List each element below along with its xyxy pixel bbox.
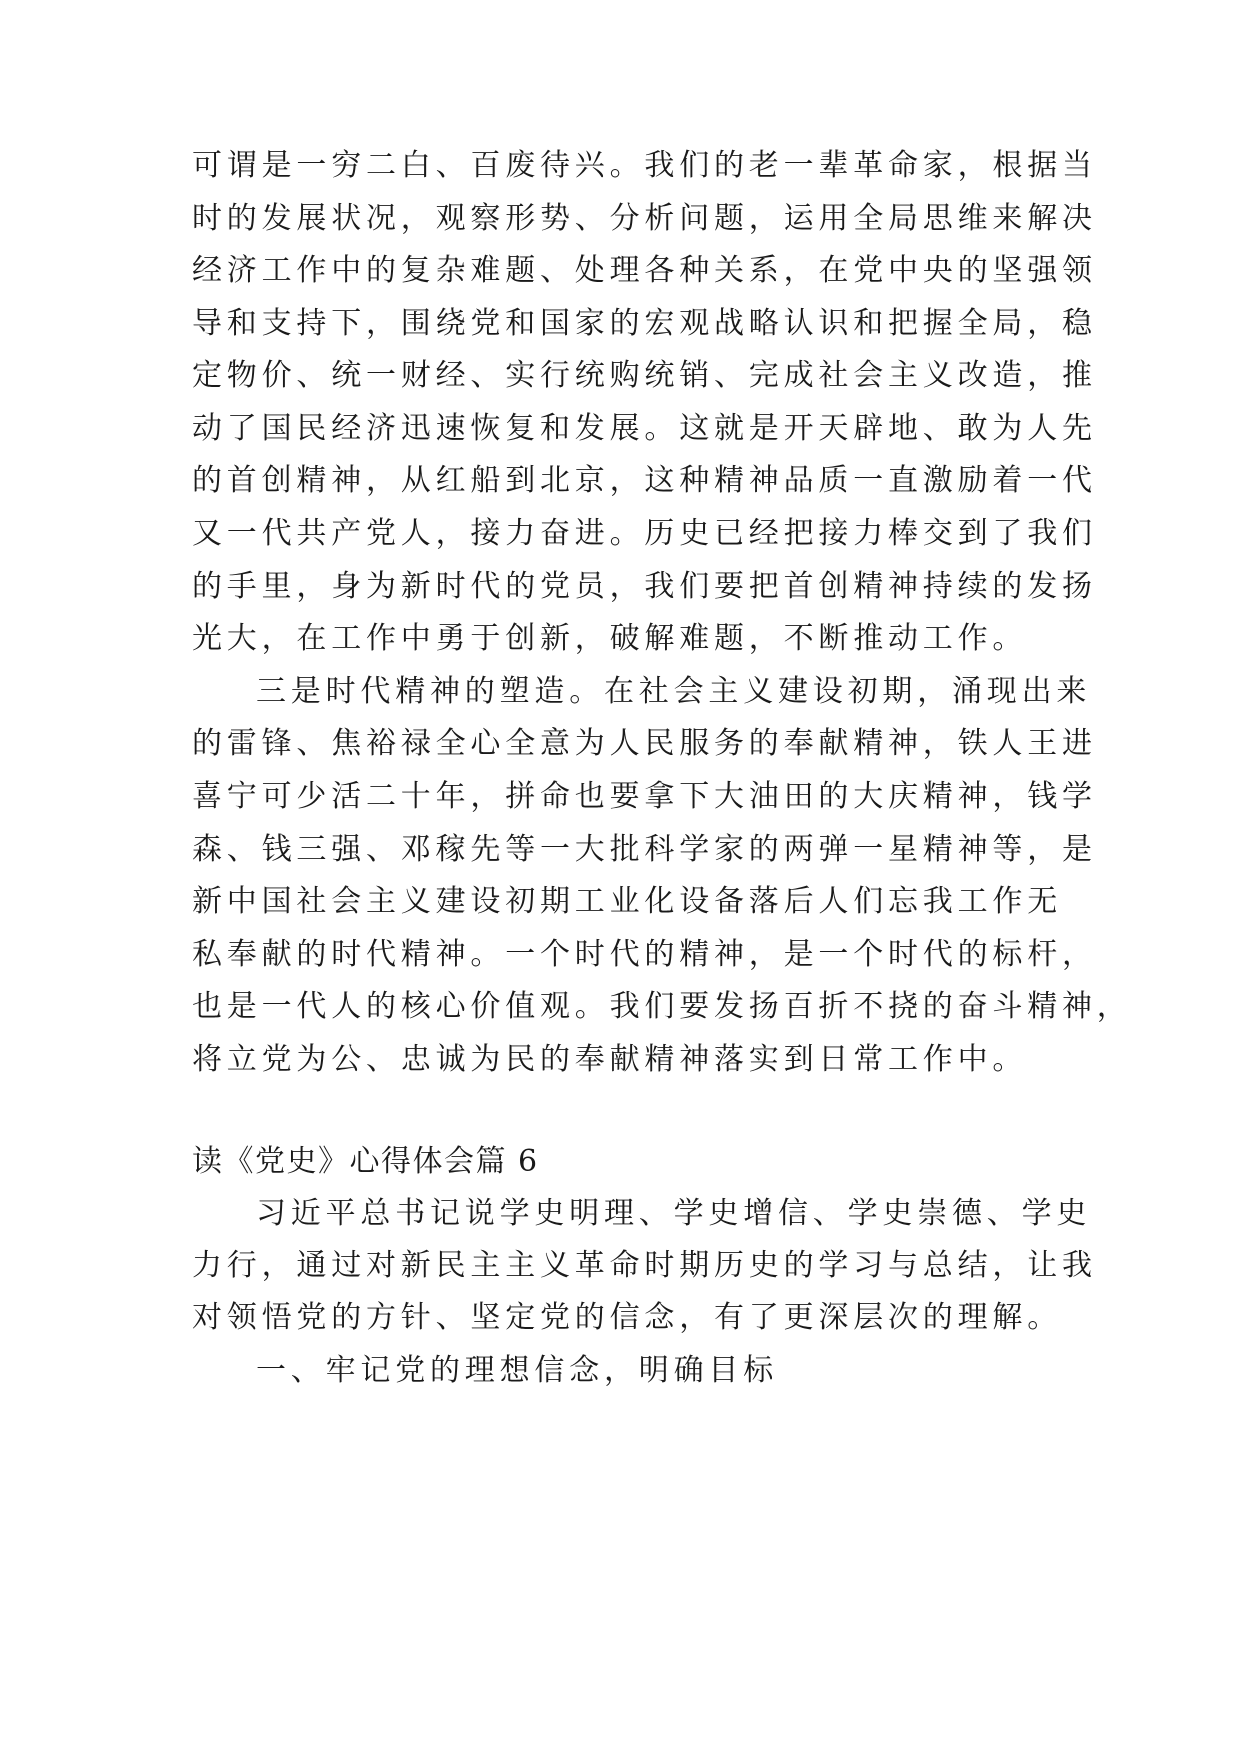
paragraph-line: 经济工作中的复杂难题、处理各种关系，在党中央的坚强领 xyxy=(192,253,1097,288)
paragraph-line: 动了国民经济迅速恢复和发展。这就是开天辟地、敢为人先 xyxy=(192,411,1097,446)
paragraph-line: 导和支持下，围绕党和国家的宏观战略认识和把握全局，稳 xyxy=(192,306,1097,341)
paragraph-line: 的手里，身为新时代的党员，我们要把首创精神持续的发扬 xyxy=(192,569,1097,604)
paragraph-line: 对领悟党的方针、坚定党的信念，有了更深层次的理解。 xyxy=(192,1300,1062,1335)
paragraph-line: 光大，在工作中勇于创新，破解难题，不断推动工作。 xyxy=(192,621,1028,656)
section-heading: 读《党史》心得体会篇 6 xyxy=(192,1144,539,1179)
paragraph-line: 喜宁可少活二十年，拼命也要拿下大油田的大庆精神，钱学 xyxy=(192,779,1097,814)
paragraph-line: 私奉献的时代精神。一个时代的精神，是一个时代的标杆， xyxy=(192,937,1097,972)
paragraph-line: 森、钱三强、邓稼先等一大批科学家的两弹一星精神等，是 xyxy=(192,832,1097,867)
subheading-line: 一、牢记党的理想信念，明确目标 xyxy=(256,1353,778,1388)
paragraph-line: 习近平总书记说学史明理、学史增信、学史崇德、学史 xyxy=(256,1196,1092,1231)
paragraph-line: 时的发展状况，观察形势、分析问题，运用全局思维来解决 xyxy=(192,201,1097,236)
paragraph-line: 的雷锋、焦裕禄全心全意为人民服务的奉献精神，铁人王进 xyxy=(192,726,1097,761)
paragraph-line: 三是时代精神的塑造。在社会主义建设初期，涌现出来 xyxy=(256,674,1092,709)
paragraph-line: 可谓是一穷二白、百废待兴。我们的老一辈革命家，根据当 xyxy=(192,148,1097,183)
paragraph-line: 新中国社会主义建设初期工业化设备落后人们忘我工作无 xyxy=(192,884,1062,919)
paragraph-line: 也是一代人的核心价值观。我们要发扬百折不挠的奋斗精神， xyxy=(192,989,1132,1024)
paragraph-line: 定物价、统一财经、实行统购统销、完成社会主义改造，推 xyxy=(192,358,1097,393)
paragraph-line: 力行，通过对新民主主义革命时期历史的学习与总结，让我 xyxy=(192,1248,1097,1283)
paragraph-line: 的首创精神，从红船到北京，这种精神品质一直激励着一代 xyxy=(192,463,1097,498)
paragraph-line: 又一代共产党人，接力奋进。历史已经把接力棒交到了我们 xyxy=(192,516,1097,551)
paragraph-line: 将立党为公、忠诚为民的奉献精神落实到日常工作中。 xyxy=(192,1042,1028,1077)
